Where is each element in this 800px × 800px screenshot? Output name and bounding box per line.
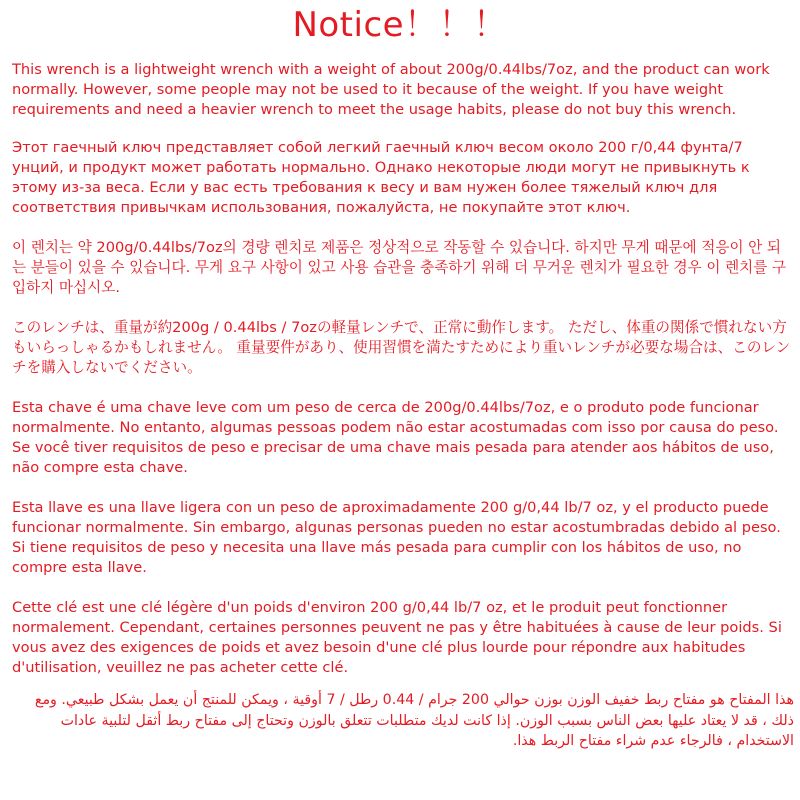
- notice-paragraph-russian: Этот гаечный ключ представляет собой легкий гаечный ключ весом около 200 г/0,44 фунта/7 унций, и продукт может работать нормально. Однако некоторые люди могут не привыкнуть к этому из-за веса. Если у вас есть требования к весу и вам нужен более тяжелый ключ для соответствия привычкам использования, пожалуйста, не покупайте этот ключ.: [12, 139, 750, 216]
- notice-paragraph-portuguese: Esta chave é uma chave leve com um peso de cerca de 200g/0.44lbs/7oz, e o produto pode funcionar normalmente. No entanto, algumas pessoas podem não estar acostumadas com isso por causa do peso. Se você tiver requisitos de peso e precisar de uma chave mais pesada para atender aos hábitos de uso, não compre esta chave.: [12, 399, 779, 476]
- notice-paragraph-korean: 이 렌치는 약 200g/0.44lbs/7oz의 경량 렌치로 제품은 정상적으로 작동할 수 있습니다. 하지만 무게 때문에 적응이 안 되는 분들이 있을 수 있습니다. 무게 요구 사항이 있고 사용 습관을 충족하기 위해 더 무거운 렌치가 필요한 경우 이 렌치를 구입하지 마십시오.: [12, 239, 787, 296]
- notice-paragraph-french: Cette clé est une clé légère d'un poids d'environ 200 g/0,44 lb/7 oz, et le produit peut fonctionner normalement. Cependant, certaines personnes peuvent ne pas y être habituées à cause de leur poids. Si vous avez des exigences de poids et avez besoin d'une clé plus lourde pour répondre aux habitudes d'utilisation, veuillez ne pas acheter cette clé.: [12, 599, 782, 676]
- notice-title: Notice！！！: [292, 5, 508, 45]
- notice-paragraph-spanish: Esta llave es una llave ligera con un peso de aproximadamente 200 g/0,44 lb/7 oz, y el producto puede funcionar normalmente. Sin embargo, algunas personas pueden no estar acostumbradas debido al peso. Si tiene requisitos de peso y necesita una llave más pesada para cumplir con los hábitos de uso, no compre esta llave.: [12, 499, 781, 576]
- notice-paragraph-english: This wrench is a lightweight wrench with a weight of about 200g/0.44lbs/7oz, and the product can work normally. However, some people may not be used to it because of the weight. If you have weight requirements and need a heavier wrench to meet the usage habits, please do not buy this wrench.: [12, 61, 770, 118]
- notice-paragraph-arabic: هذا المفتاح هو مفتاح ربط خفيف الوزن بوزن حوالي 200 جرام / 0.44 رطل / 7 أوقية ، ويمكن للمنتج أن يعمل بشكل طبيعي. ومع ذلك ، قد لا يعتاد عليها بعض الناس بسبب الوزن. إذا كانت لديك متطلبات تتعلق بالوزن وتحتاج إلى مفتاح ربط أثقل لتلبية عادات الاستخدام ، فالرجاء عدم شراء مفتاح الربط هذا.: [34, 692, 794, 749]
- notice-paragraph-japanese: このレンチは、重量が約200g / 0.44lbs / 7ozの軽量レンチで、正常に動作します。 ただし、体重の関係で慣れない方もいらっしゃるかもしれません。 重量要件があり、使用習慣を満たすためにより重いレンチが必要な場合は、このレンチを購入しないでください。: [12, 319, 791, 376]
